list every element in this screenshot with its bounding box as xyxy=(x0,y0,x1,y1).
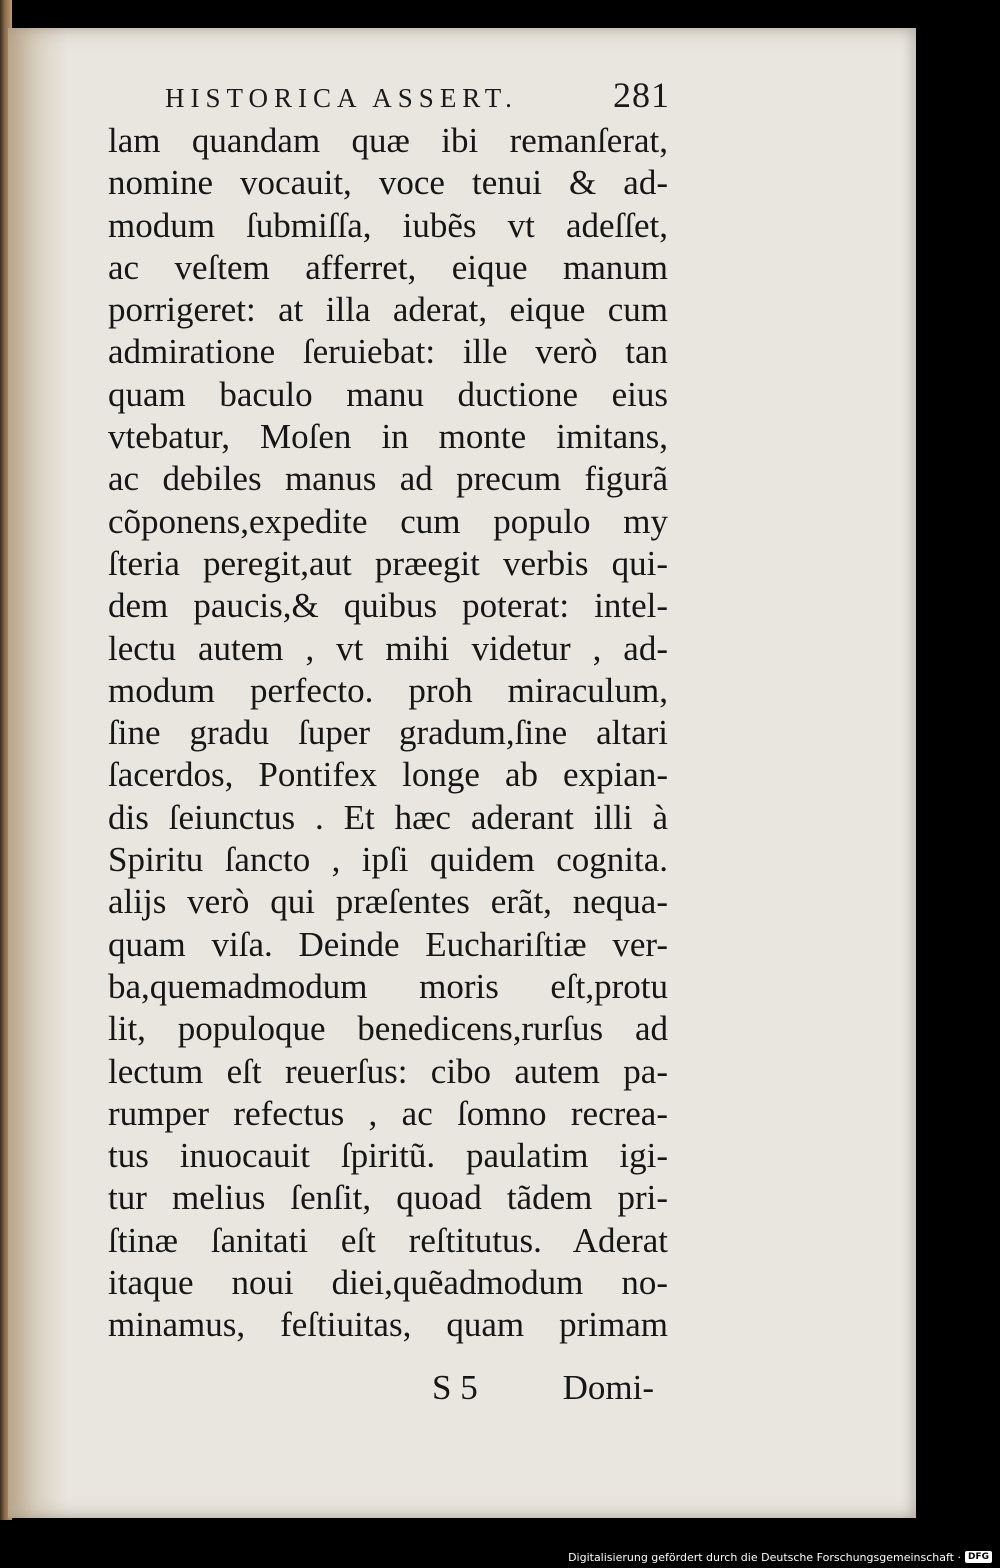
body-text xyxy=(108,120,668,1347)
text-line: quam baculo manu ductione eius xyxy=(108,374,668,414)
text-line: dem paucis,& quibus poterat: intel- xyxy=(108,586,668,626)
text-line: lectum eſt reuerſus: cibo autem pa- xyxy=(108,1051,668,1091)
running-head xyxy=(165,74,670,116)
text-line: alijs verò qui præſentes erãt, nequa- xyxy=(108,882,668,922)
text-line: vtebatur, Moſen in monte imitans, xyxy=(108,417,668,457)
text-line: ſteria peregit,aut præegit verbis qui- xyxy=(108,543,668,583)
text-line: ba,quemadmodum moris eſt,protu xyxy=(108,966,668,1006)
text-line: Spiritu ſancto , ipſi quidem cognita. xyxy=(108,840,668,880)
text-line: admiratione ſeruiebat: ille verò tan xyxy=(108,332,668,372)
text-line: tur melius ſenſit, quoad tãdem pri- xyxy=(108,1178,668,1218)
text-line: ac veſtem afferret, eique manum xyxy=(108,247,668,287)
dfg-logo: DFG xyxy=(965,1551,992,1563)
text-line: ſacerdos, Pontifex longe ab expian- xyxy=(108,755,668,795)
footer-bar xyxy=(0,1546,1000,1568)
running-title: HISTORICA ASSERT. xyxy=(165,83,518,113)
text-line: modum perfecto. proh miraculum, xyxy=(108,670,668,710)
funding-credit: Digitalisierung gefördert durch die Deutsche Forschungsgemeinschaft · xyxy=(568,1550,961,1564)
text-line: lit, populoque benedicens,rurſus ad xyxy=(108,1009,668,1049)
text-line: porrigeret: at illa aderat, eique cum xyxy=(108,290,668,330)
text-line: itaque noui diei,quẽadmodum no- xyxy=(108,1263,668,1303)
text-line: dis ſeiunctus . Et hæc aderant illi à xyxy=(108,797,668,837)
text-line: lectu autem , vt mihi videtur , ad- xyxy=(108,628,668,668)
page-number: 281 xyxy=(613,75,670,115)
catchword: Domi- xyxy=(562,1368,654,1407)
text-line: tus inuocauit ſpiritũ. paulatim igi- xyxy=(108,1136,668,1176)
text-line: rumper refectus , ac ſomno recrea- xyxy=(108,1093,668,1133)
catchline xyxy=(432,1368,654,1408)
text-line: nomine vocauit, voce tenui & ad- xyxy=(108,163,668,203)
text-line: cõponens,expedite cum populo my xyxy=(108,501,668,541)
text-line: lam quandam quæ ibi remanſerat, xyxy=(108,121,668,160)
signature-mark: S 5 xyxy=(432,1368,478,1407)
text-line: ſtinæ ſanitati eſt reſtitutus. Aderat xyxy=(108,1220,668,1260)
text-line: ſine gradu ſuper gradum,ſine altari xyxy=(108,713,668,753)
text-line: modum ſubmiſſa, iubẽs vt adeſſet, xyxy=(108,205,668,245)
text-line: quam viſa. Deinde Euchariſtiæ ver- xyxy=(108,924,668,964)
text-line: ac debiles manus ad precum figurã xyxy=(108,459,668,499)
text-line: minamus, feſtiuitas, quam primam xyxy=(108,1305,668,1345)
